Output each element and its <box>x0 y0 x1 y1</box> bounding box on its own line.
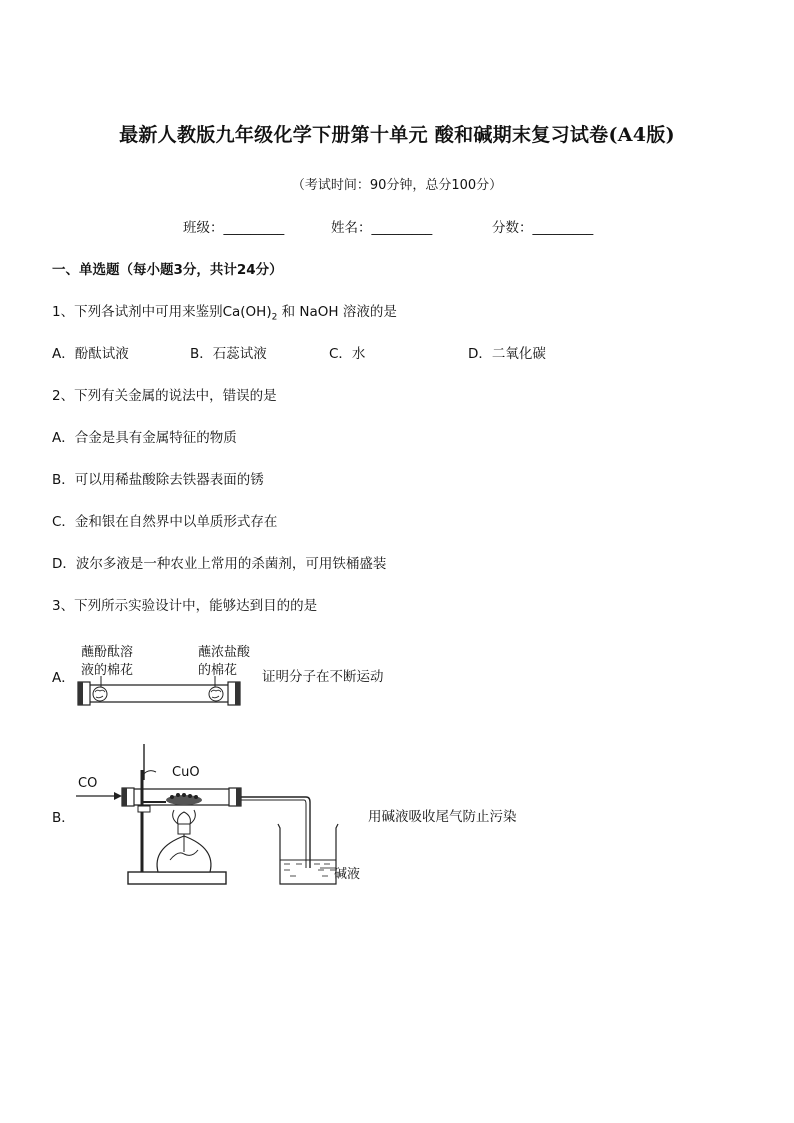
option-a-purpose: 证明分子在不断运动 <box>262 669 384 685</box>
question-3-option-b[interactable]: B． <box>52 810 75 826</box>
alcohol-lamp <box>157 810 211 872</box>
option-b-purpose: 用碱液吸收尾气防止污染 <box>368 809 517 825</box>
question-1-stem: 1、下列各试剂中可用来鉴别$Ca(OH)_2$ 和 NaOH 溶液的是 <box>52 304 397 323</box>
question-1-option-b[interactable]: B．石蕊试液 <box>190 346 267 362</box>
label-hcl-1: 蘸浓盐酸 <box>198 645 251 660</box>
page-title: 最新人教版九年级化学下册第十单元 酸和碱期末复习试卷(A4版) <box>119 124 675 146</box>
label-phenolphthalein-1: 蘸酚酞溶 <box>81 645 134 660</box>
left-cotton-ball <box>93 687 107 701</box>
question-1-option-d[interactable]: D．二氧化碳 <box>468 346 546 362</box>
label-hcl-2: 的棉花 <box>198 663 238 678</box>
exam-subtitle: （考试时间：90分钟，总分100分） <box>291 178 503 193</box>
label-cuo: CuO <box>172 765 200 780</box>
name-field[interactable]: 姓名：_________ <box>331 220 433 236</box>
right-cotton-ball <box>209 687 223 701</box>
section-heading: 一、单选题（每小题3分，共计24分） <box>52 262 283 278</box>
question-3-option-a[interactable]: A． <box>52 670 75 686</box>
label-co: CO <box>78 776 98 791</box>
question-1-option-c[interactable]: C．水 <box>329 346 366 362</box>
class-field[interactable]: 班级：_________ <box>183 220 285 236</box>
beaker <box>278 824 338 884</box>
question-2-option-b[interactable]: B．可以用稀盐酸除去铁器表面的锈 <box>52 472 264 488</box>
glass-tube-diagram <box>74 676 244 712</box>
question-2-option-c[interactable]: C．金和银在自然界中以单质形式存在 <box>52 514 278 530</box>
cuo-powder <box>166 793 202 805</box>
question-3-stem: 3、下列所示实验设计中，能够达到目的的是 <box>52 598 318 614</box>
score-field[interactable]: 分数：_________ <box>492 220 594 236</box>
label-phenolphthalein-2: 液的棉花 <box>81 663 134 678</box>
question-2-stem: 2、下列有关金属的说法中，错误的是 <box>52 388 277 404</box>
label-alkali: 碱液 <box>334 867 361 882</box>
question-2-option-a[interactable]: A．合金是具有金属特征的物质 <box>52 430 237 446</box>
question-1-option-a[interactable]: A．酚酞试液 <box>52 346 129 362</box>
question-2-option-d[interactable]: D．波尔多液是一种农业上常用的杀菌剂，可用铁桶盛装 <box>52 556 387 572</box>
cuo-reduction-apparatus <box>74 740 344 890</box>
